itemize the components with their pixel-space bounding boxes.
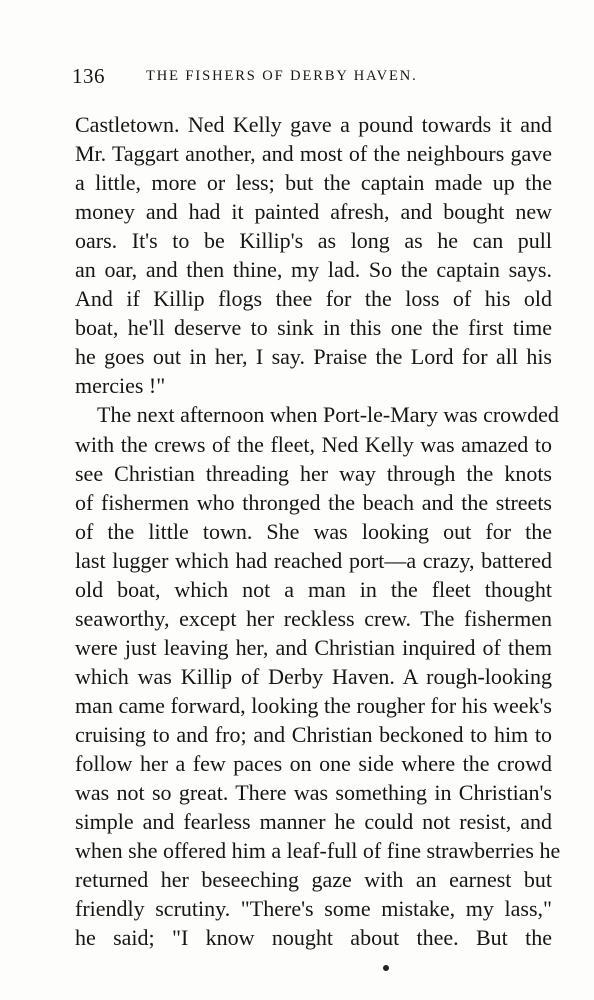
text-line: simple and fearless manner he could not resist, and	[75, 809, 552, 835]
text-line: last lugger which had reached port—a crazy, battered	[75, 547, 552, 573]
text-line: man came forward, looking the rougher for his week's	[75, 692, 552, 718]
paragraph	[75, 400, 561, 952]
text-line: he said; "I know nought about thee. But the	[75, 925, 552, 951]
text-line: of the little town. She was looking out for the	[75, 518, 552, 544]
text-line: old boat, which not a man in the fleet thought	[75, 576, 552, 602]
text-line: with the crews of the fleet, Ned Kelly was amazed to	[75, 431, 552, 457]
text-line: returned her beseeching gaze with an earnest but	[75, 867, 552, 893]
text-line: which was Killip of Derby Haven. A rough-looking	[75, 663, 552, 689]
text-line: The next afternoon when Port-le-Mary was crowded	[97, 402, 559, 428]
text-line: money and had it painted afresh, and bought new	[75, 199, 552, 225]
paragraph-continued	[75, 110, 552, 400]
text-line: boat, he'll deserve to sink in this one the first time	[75, 315, 552, 341]
text-line: see Christian threading her way through the knots	[75, 460, 552, 486]
text-line: mercies !"	[75, 373, 166, 399]
text-line: were just leaving her, and Christian inquired of them	[75, 634, 552, 660]
text-line: cruising to and fro; and Christian beckoned to him to	[75, 721, 552, 747]
text-line: oars. It's to be Killip's as long as he can pull	[75, 228, 552, 254]
running-title: THE FISHERS OF DERBY HAVEN.	[146, 68, 418, 84]
text-line: was not so great. There was something in Christian's	[75, 780, 552, 806]
text-line: Mr. Taggart another, and most of the neighbours gave	[75, 141, 552, 167]
text-line: Castletown. Ned Kelly gave a pound towards it and	[75, 112, 552, 137]
text-line: an oar, and then thine, my lad. So the captain says.	[75, 257, 552, 283]
body-text	[75, 110, 561, 952]
text-line: friendly scrutiny. "There's some mistake, my lass,"	[75, 896, 552, 922]
text-line: of fishermen who thronged the beach and the streets	[75, 489, 552, 515]
text-line: seaworthy, except her reckless crew. The fishermen	[75, 605, 552, 631]
text-line: And if Killip flogs thee for the loss of his old	[75, 286, 552, 312]
text-line: follow her a few paces on one side where the crowd	[75, 751, 552, 777]
text-line: when she offered him a leaf-full of fine strawberries he	[75, 838, 561, 864]
text-line: a little, more or less; but the captain made up the	[75, 170, 552, 196]
text-line: he goes out in her, I say. Praise the Lord for all his	[75, 344, 552, 370]
page-number: 136	[72, 64, 105, 88]
running-head	[72, 64, 552, 96]
ink-dot-ornament	[383, 965, 389, 971]
